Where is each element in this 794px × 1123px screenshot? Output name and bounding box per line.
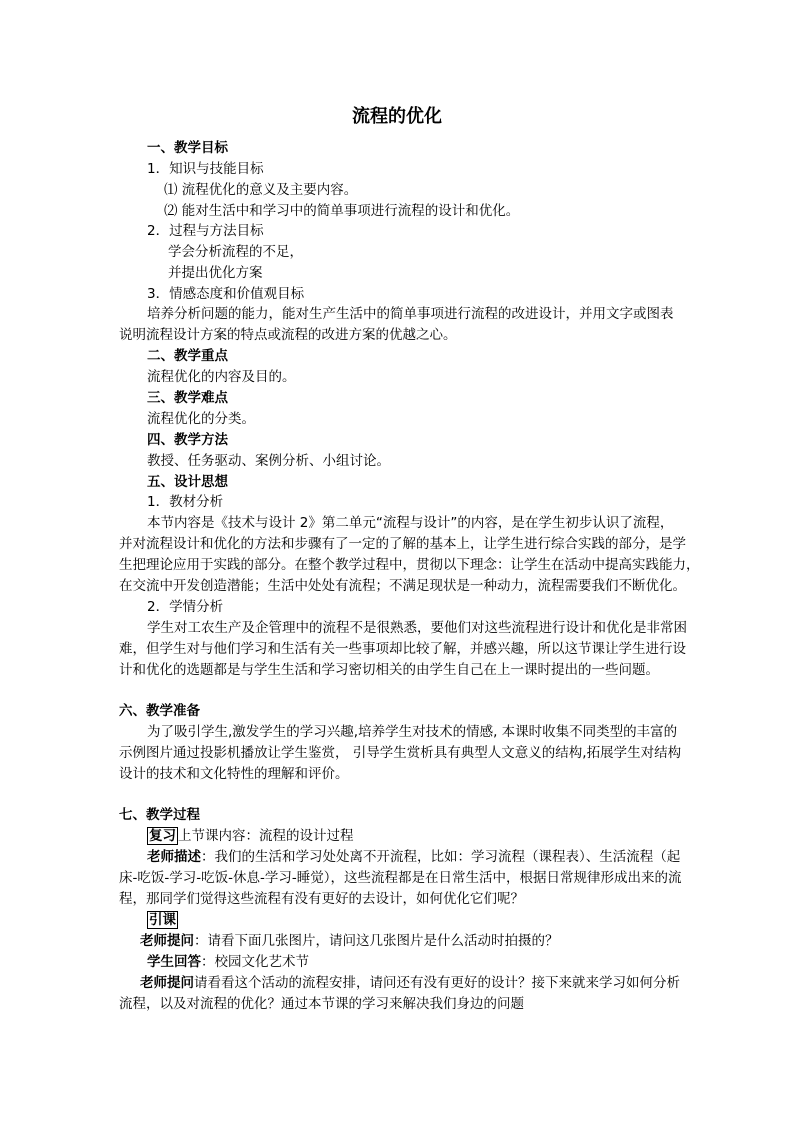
teacher-description-text-1: ：我们的生活和学习处处离不开流程，比如：学习流程（课程表）、生活流程（起	[201, 849, 681, 865]
textbook-analysis-line-4: 在交流中开发创造潜能；生活中处处有流程；不满足现状是一种动力，流程需要我们不断优化。	[119, 578, 686, 594]
goal-2: 2．过程与方法目标	[147, 223, 264, 239]
preparation-line-1: 为了吸引学生,激发学生的学习兴趣,培养学生对技术的情感, 本课时收集不同类型的丰富的	[147, 724, 678, 740]
student-answer	[147, 952, 309, 972]
textbook-analysis-line-1: 本节内容是《技术与设计 2》第二单元“流程与设计”的内容，是在学生初步认识了流程，	[147, 515, 674, 531]
goal-2a: 学会分析流程的不足，	[168, 244, 303, 260]
goal-1b: ⑵ 能对生活中和学习中的简单事项进行流程的设计和优化。	[164, 203, 520, 219]
goal-1a: ⑴ 流程优化的意义及主要内容。	[164, 182, 358, 198]
teacher-question-1	[140, 931, 559, 951]
page-title: 流程的优化	[352, 106, 442, 127]
review-tag: 复习	[149, 828, 176, 844]
intro-line	[147, 910, 178, 930]
teacher-question-label-1: 老师提问	[140, 933, 194, 949]
teacher-question-2-line-2: 流程，以及对流程的优化？通过本节课的学习来解决我们身边的问题	[119, 996, 524, 1012]
heading-key-points: 二、教学重点	[147, 348, 228, 364]
textbook-analysis-line-3: 生把理论应用于实践的部分。在整个教学过程中，贯彻以下理念：让学生在活动中提高实践能力，	[119, 557, 700, 573]
preparation-line-3: 设计的技术和文化特性的理解和评价。	[119, 766, 349, 782]
teacher-question-text-1: ：请看下面几张图片，请问这几张图片是什么活动时拍摄的？	[194, 933, 559, 949]
textbook-analysis-label: 1．教材分析	[147, 494, 224, 510]
preparation-line-2: 示例图片通过投影机播放让学生鉴赏， 引导学生赏析具有典型人文意义的结构,拓展学生对结构	[119, 745, 682, 761]
teacher-description-line-2: 床-吃饭-学习-吃饭-休息-学习-睡觉），这些流程都是在日常生活中，根据日常规律形成出来的流	[119, 870, 682, 886]
goal-3: 3．情感态度和价值观目标	[147, 286, 305, 302]
methods-text: 教授、任务驱动、案例分析、小组讨论。	[147, 453, 390, 469]
heading-preparation: 六、教学准备	[119, 703, 200, 719]
textbook-analysis-line-2: 并对流程设计和优化的方法和步骤有了一定的了解的基本上，让学生进行综合实践的部分，是学	[119, 536, 686, 552]
student-analysis-line-2: 难，但学生对与他们学习和生活有关一些事项却比较了解，并感兴趣，所以这节课让学生进行设	[119, 641, 686, 657]
student-analysis-label: 2．学情分析	[147, 599, 224, 615]
heading-design-idea: 五、设计思想	[147, 474, 228, 490]
student-analysis-line-1: 学生对工农生产及企管理中的流程不是很熟悉，要他们对这些流程进行设计和优化是非常困	[147, 620, 687, 636]
teacher-description-line-3: 程，那同学们觉得这些流程有没有更好的去设计，如何优化它们呢？	[119, 891, 524, 907]
student-answer-text: ：校园文化艺术节	[201, 954, 309, 970]
teacher-question-2	[140, 973, 680, 993]
student-analysis-line-3: 计和优化的选题都是与学生生活和学习密切相关的由学生自己在上一课时提出的一些问题。	[119, 662, 659, 678]
goal-3a: 培养分析问题的能力，能对生产生活中的简单事项进行流程的改进设计，并用文字或图表	[147, 306, 674, 322]
heading-methods: 四、教学方法	[147, 432, 228, 448]
student-answer-label: 学生回答	[147, 954, 201, 970]
heading-process: 七、教学过程	[119, 807, 200, 823]
review-line	[147, 826, 354, 846]
goal-3b: 说明流程设计方案的特点或流程的改进方案的优越之心。	[119, 327, 457, 343]
key-points-text: 流程优化的内容及目的。	[147, 369, 296, 385]
heading-teaching-goals: 一、教学目标	[147, 140, 228, 156]
goal-2b: 并提出优化方案	[168, 265, 263, 281]
difficulties-text: 流程优化的分类。	[147, 411, 255, 427]
teacher-description-label: 老师描述	[147, 849, 201, 865]
review-text: 上节课内容：流程的设计过程	[178, 828, 354, 844]
goal-1: 1．知识与技能目标	[147, 161, 264, 177]
heading-difficulties: 三、教学难点	[147, 390, 228, 406]
teacher-question-text-2: 请看看这个活动的流程安排，请问还有没有更好的设计？接下来就来学习如何分析	[194, 975, 680, 991]
teacher-question-label-2: 老师提问	[140, 975, 194, 991]
teacher-description-line-1	[147, 847, 680, 867]
intro-tag: 引课	[149, 912, 176, 928]
